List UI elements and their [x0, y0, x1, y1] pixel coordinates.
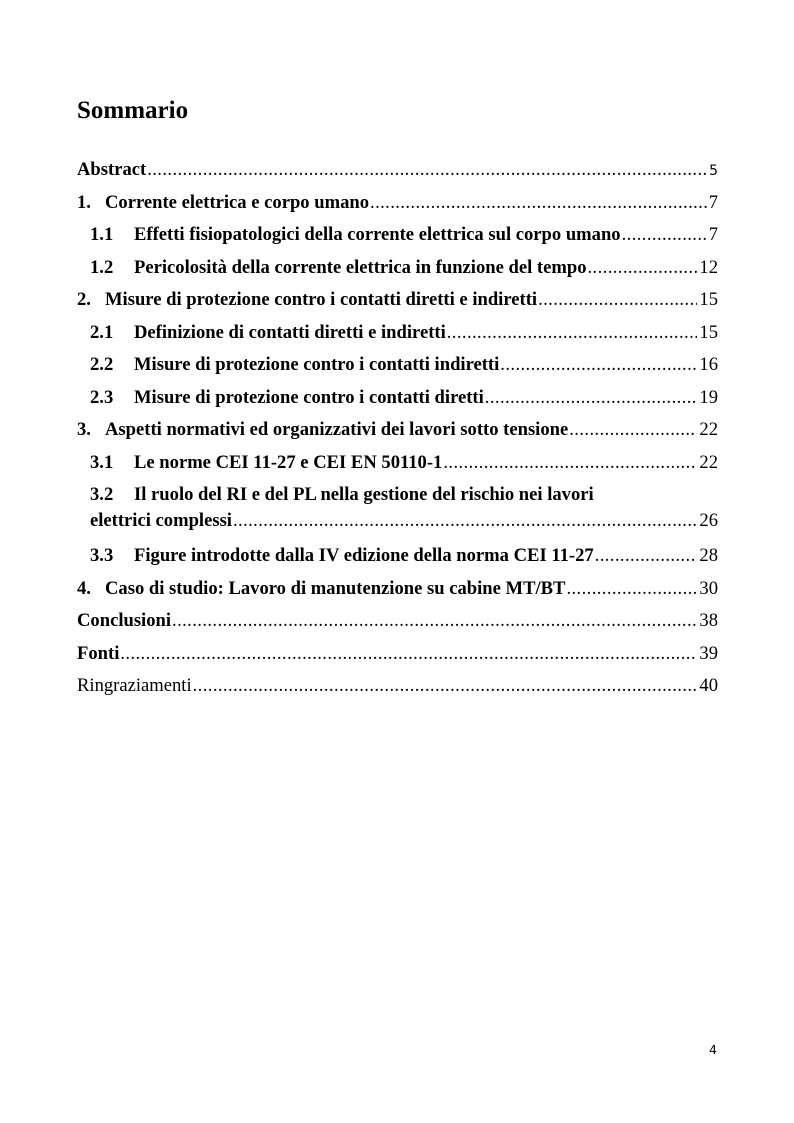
toc-leader — [172, 605, 697, 638]
toc-entry-chapter-2[interactable] — [77, 284, 718, 317]
toc-leader — [485, 382, 698, 415]
table-of-contents — [77, 154, 718, 703]
toc-label: Misure di protezione contro i contatti indiretti — [134, 354, 500, 375]
toc-leader — [233, 508, 697, 534]
toc-page: 28 — [699, 545, 718, 566]
toc-leader — [622, 219, 707, 252]
toc-label: Pericolosità della corrente elettrica in funzione del tempo — [134, 256, 587, 278]
toc-entry-section-3-3[interactable] — [77, 540, 718, 573]
toc-entry-line-1 — [77, 481, 718, 508]
toc-entry-chapter-4[interactable] — [77, 573, 718, 606]
toc-number: 2.1 — [90, 321, 114, 343]
toc-number: 3.3 — [90, 545, 114, 566]
toc-number: 2.3 — [90, 386, 114, 408]
toc-number: 1.2 — [90, 256, 114, 278]
toc-page: 5 — [709, 163, 718, 179]
toc-number: 2.2 — [90, 354, 114, 375]
toc-entry-section-3-2[interactable] — [77, 481, 718, 540]
toc-entry-section-2-2[interactable] — [77, 349, 718, 382]
toc-page: 15 — [699, 289, 718, 310]
toc-label: Ringraziamenti — [77, 675, 192, 696]
toc-page: 39 — [699, 642, 718, 664]
toc-entry-section-1-1[interactable] — [77, 219, 718, 252]
toc-page: 30 — [699, 577, 718, 599]
toc-label: Aspetti normativi ed organizzativi dei lavori sotto tensione — [105, 419, 569, 440]
toc-entry-fonti[interactable] — [77, 638, 718, 671]
toc-leader — [447, 317, 698, 350]
toc-label: Caso di studio: Lavoro di manutenzione su cabine MT/BT — [105, 577, 566, 599]
toc-page: 26 — [699, 510, 718, 531]
toc-page: 19 — [699, 386, 718, 408]
toc-entry-section-2-1[interactable] — [77, 317, 718, 350]
toc-number: 1.1 — [90, 224, 114, 245]
toc-leader — [588, 252, 698, 285]
toc-entry-ringraziamenti[interactable] — [77, 670, 718, 703]
toc-label: Conclusioni — [77, 610, 172, 631]
toc-leader — [569, 414, 697, 447]
toc-number: 3.2 — [90, 484, 114, 505]
toc-page: 38 — [699, 610, 718, 631]
toc-label: Figure introdotte dalla IV edizione della norma CEI 11-27 — [134, 545, 594, 566]
toc-label: Il ruolo del RI e del PL nella gestione del rischio nei lavori — [134, 484, 594, 505]
toc-label: Fonti — [77, 642, 120, 664]
toc-page: 7 — [708, 224, 718, 245]
toc-label-continued: elettrici complessi — [90, 510, 232, 531]
toc-number: 2. — [77, 289, 91, 310]
toc-page: 22 — [699, 451, 718, 473]
page-number: 4 — [709, 1042, 717, 1057]
toc-entry-section-2-3[interactable] — [77, 382, 718, 415]
toc-label: Le norme CEI 11-27 e CEI EN 50110-1 — [134, 451, 443, 473]
toc-label: Misure di protezione contro i contatti diretti — [134, 386, 484, 408]
toc-entry-chapter-3[interactable] — [77, 414, 718, 447]
toc-leader — [595, 540, 698, 573]
toc-number: 3. — [77, 419, 91, 440]
toc-number: 3.1 — [90, 451, 114, 473]
toc-label: Abstract — [77, 159, 147, 180]
toc-leader — [120, 638, 697, 671]
toc-leader — [538, 284, 697, 317]
page-title: Sommario — [77, 97, 189, 124]
toc-page: 40 — [699, 675, 718, 696]
toc-entry-section-3-1[interactable] — [77, 447, 718, 480]
toc-page: 22 — [699, 419, 718, 440]
toc-leader — [193, 670, 698, 703]
toc-page: 12 — [699, 256, 718, 278]
toc-entry-abstract[interactable] — [77, 154, 718, 187]
toc-leader — [370, 187, 707, 220]
toc-page: 7 — [708, 191, 718, 213]
toc-entry-section-1-2[interactable] — [77, 252, 718, 285]
toc-leader — [147, 154, 707, 187]
toc-label: Corrente elettrica e corpo umano — [105, 191, 370, 213]
toc-leader — [566, 573, 697, 606]
toc-label: Definizione di contatti diretti e indiretti — [134, 321, 446, 343]
toc-label: Effetti fisiopatologici della corrente elettrica sul corpo umano — [134, 224, 621, 245]
toc-entry-conclusioni[interactable] — [77, 605, 718, 638]
toc-number: 1. — [77, 191, 91, 213]
toc-page: 16 — [699, 354, 718, 375]
toc-number: 4. — [77, 577, 91, 599]
toc-entry-chapter-1[interactable] — [77, 187, 718, 220]
toc-leader — [500, 349, 697, 382]
toc-entry-line-2 — [77, 508, 718, 540]
toc-label: Misure di protezione contro i contatti diretti e indiretti — [105, 289, 538, 310]
toc-leader — [443, 447, 697, 480]
toc-page: 15 — [699, 321, 718, 343]
